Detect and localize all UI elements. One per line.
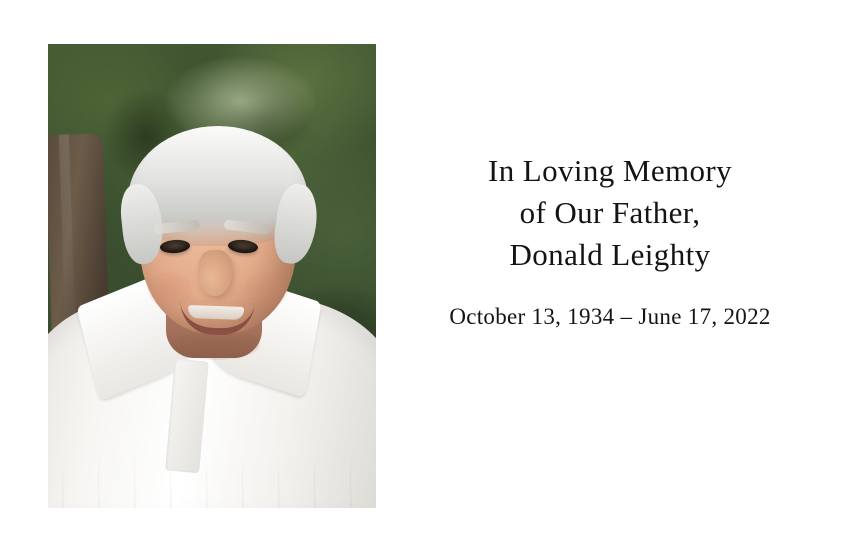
- portrait-photo: [48, 44, 376, 508]
- memorial-text-block: [400, 150, 820, 332]
- memorial-line-1: In Loving Memory: [487, 153, 733, 188]
- memorial-dates: October 13, 1934 – June 17, 2022: [449, 304, 771, 329]
- memorial-line-2: of Our Father,: [519, 195, 701, 230]
- photo-scene: [48, 44, 376, 508]
- memorial-line-3-name: Donald Leighty: [509, 237, 711, 272]
- nose: [198, 250, 232, 296]
- chin-shadow: [174, 330, 260, 360]
